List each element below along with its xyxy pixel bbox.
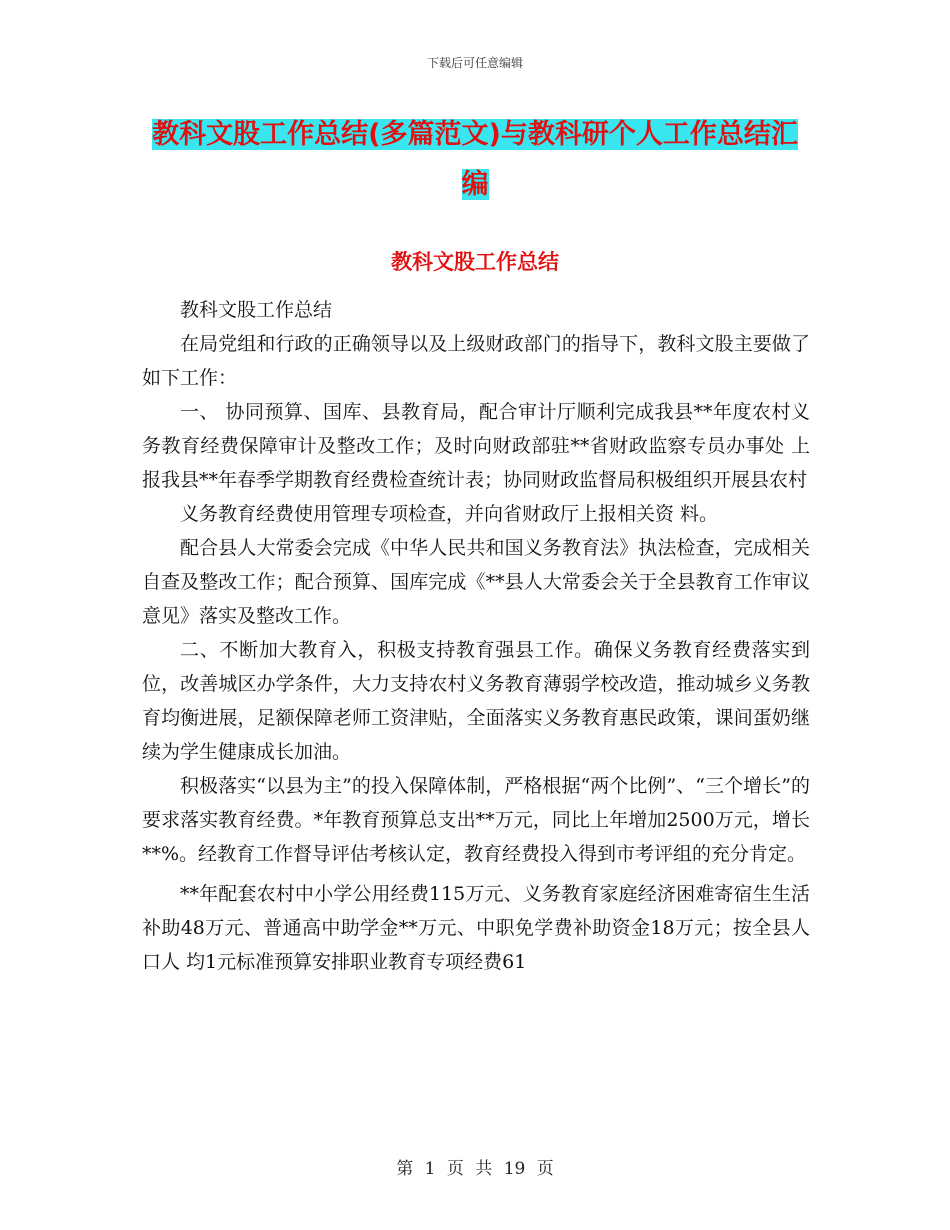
paragraph: 义务教育经费使用管理专项检查，并向省财政厅上报相关资 料。 bbox=[180, 503, 719, 525]
paragraph: 配合县人大常委会完成《中华人民共和国义务教育法》执法检查，完成相关自查及整改工作；配合预算、国库完成《**县人大常委会关于全县教育工作审议意见》落实及整改工作。 bbox=[142, 537, 810, 627]
paragraph: 一、 协同预算、国库、县教育局，配合审计厅顺利完成我县**年度农村义务教育经费保障审计及整改工作；及时向财政部驻**省财政监察专员办事处 上报我县**年春季学期教育经费检查统计表；协同财政监督局积极组织开展县农村 bbox=[142, 401, 810, 491]
paragraph: 积极落实“以县为主”的投入保障体制，严格根据“两个比例”、“三个增长”的要求落实教育经费。*年教育预算总支出**万元，同比上年增加2500万元，增长**%。经教育工作督导评估考核认定，教育经费投入得到市考评组的充分肯定。 bbox=[142, 775, 810, 865]
paragraph: 教科文股工作总结 bbox=[180, 299, 333, 321]
body-text bbox=[142, 293, 810, 979]
section-title: 教科文股工作总结 bbox=[391, 250, 559, 274]
paragraph: 在局党组和行政的正确领导以及上级财政部门的指导下，教科文股主要做了如下工作： bbox=[142, 333, 810, 389]
document-title bbox=[140, 110, 810, 210]
paragraph: 二、不断加大教育入，积极支持教育强县工作。确保义务教育经费落实到位，改善城区办学条件，大力支持农村义务教育薄弱学校改造，推动城乡义务教育均衡进展，足额保障老师工资津贴，全面落实义务教育惠民政策，课间蛋奶继续为学生健康成长加油。 bbox=[142, 639, 810, 763]
document-title-text: 教科文股工作总结(多篇范文)与教科研个人工作总结汇编 bbox=[152, 119, 798, 200]
header-note: 下载后可任意编辑 bbox=[426, 56, 523, 70]
paragraph: **年配套农村中小学公用经费115万元、义务教育家庭经济困难寄宿生生活补助48万元、普通高中助学金**万元、中职免学费补助资金18万元；按全县人口人 均1元标准预算安排职业教育专项经费61 bbox=[142, 883, 810, 973]
page-footer: 第 1 页 共 19 页 bbox=[396, 1159, 554, 1179]
